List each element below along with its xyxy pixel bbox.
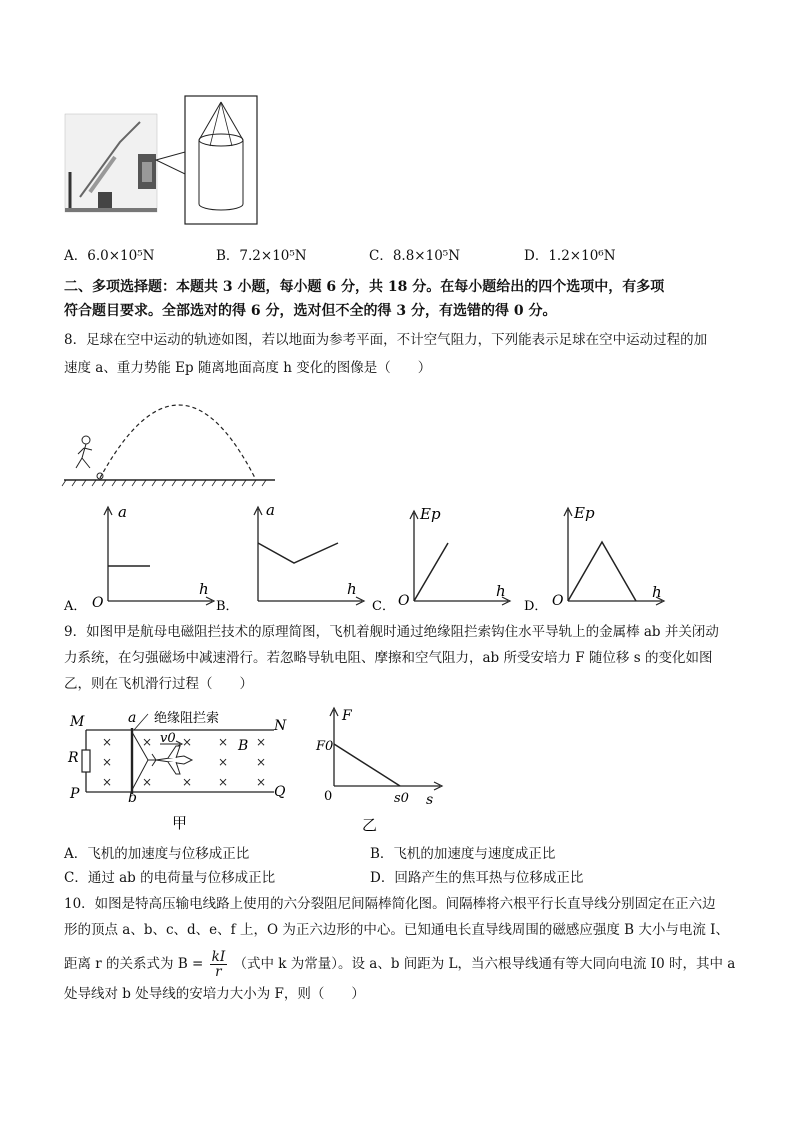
graph-yi-xlabel: s — [426, 792, 434, 808]
rod-label-a: a — [128, 710, 137, 726]
graph-yi-s0: s0 — [394, 791, 409, 806]
q10-fraction — [210, 950, 228, 979]
q9-line1: 9．如图甲是航母电磁阻拦技术的原理简图，飞机着舰时通过绝缘阻拦索钩住水平导轨上的金属棒 ab 并关闭动 — [64, 624, 719, 640]
field-cross: × — [218, 755, 229, 769]
rod-label-b: b — [128, 790, 137, 806]
field-label: B — [238, 738, 249, 754]
velocity-label: v0 — [160, 731, 176, 746]
rail-label-q: Q — [274, 784, 286, 800]
q8-graph-a-origin: O — [92, 595, 104, 611]
graph-yi-ylabel: F — [342, 708, 352, 724]
q8-graph-a-ylabel: a — [118, 503, 127, 521]
field-cross: × — [256, 755, 267, 769]
rail-label-n: N — [274, 718, 287, 734]
q8-graph-b-ylabel: a — [266, 503, 275, 519]
q10-line4: 处导线对 b 处导线的安培力大小为 F，则（ ） — [64, 986, 365, 1002]
q9-option-d: D．回路产生的焦耳热与位移成正比 — [370, 870, 584, 886]
rail-label-m: M — [70, 714, 85, 730]
field-cross: × — [256, 735, 267, 749]
q9-line3: 乙，则在飞机滑行过程（ ） — [64, 676, 253, 692]
q8-graph-a — [62, 503, 222, 615]
q8-graph-d-origin: O — [552, 593, 564, 609]
q8-graph-b-curve — [258, 543, 338, 563]
field-cross: × — [218, 775, 229, 789]
q9-option-a: A．飞机的加速度与位移成正比 — [64, 846, 250, 862]
q9-option-c: C．通过 ab 的电荷量与位移成正比 — [64, 870, 276, 886]
q8-graph-c-origin: O — [398, 593, 410, 609]
q8-graph-a-letter: A． — [64, 599, 87, 614]
field-cross: × — [102, 735, 113, 749]
q8-trajectory-figure — [60, 392, 280, 488]
field-cross: × — [142, 775, 153, 789]
q7-figure — [60, 92, 260, 232]
cable-label: 绝缘阻拦索 — [154, 711, 220, 726]
q8-line2: 速度 a、重力势能 Ep 随离地面高度 h 变化的图像是（ ） — [64, 360, 432, 376]
q8-graph-d — [522, 500, 682, 615]
q10-frac-den: r — [215, 964, 222, 980]
rail-label-p: P — [70, 786, 80, 802]
field-cross: × — [182, 775, 193, 789]
q10-line3 — [64, 950, 735, 979]
q7-option-c: C．8.8×10⁵N — [369, 248, 461, 264]
graph-yi-origin: 0 — [324, 789, 333, 804]
q8-graph-a-xlabel: h — [199, 580, 209, 598]
q10-frac-num: kI — [211, 949, 226, 965]
field-cross: × — [142, 735, 153, 749]
graph-yi-f0: F0 — [316, 739, 334, 754]
q10-line2: 形的顶点 a、b、c、d、e、f 上，O 为正六边形的中心。已知通电长直导线周围的磁感应强度 B 大小与电流 I、 — [64, 922, 729, 938]
q8-graph-d-curve — [568, 542, 636, 601]
q8-graph-c-ylabel: Ep — [420, 505, 441, 523]
q10-formula-post: （式中 k 为常量）。设 a、b 间距为 L，当六根导线通有等大同向电流 I0 时，其中 a — [233, 956, 736, 972]
field-cross: × — [182, 735, 193, 749]
q9-figure-jia — [64, 704, 304, 836]
q8-line1: 8．足球在空中运动的轨迹如图，若以地面为参考平面，不计空气阻力，下列能表示足球在空中运动过程的加 — [64, 332, 708, 348]
q8-graph-d-xlabel: h — [652, 583, 662, 601]
q10-formula-pre: 距离 r 的关系式为 B = — [64, 956, 204, 972]
q7-option-b: B．7.2×10⁵N — [216, 248, 307, 264]
q7-option-a: A．6.0×10⁵N — [64, 248, 155, 264]
section2-line1: 二、多项选择题：本题共 3 小题，每小题 6 分，共 18 分。在每小题给出的四个选项中，有多项 — [64, 279, 665, 295]
resistor-label: R — [68, 750, 79, 766]
q8-graph-b — [214, 503, 374, 615]
q9-option-b: B．飞机的加速度与速度成正比 — [370, 846, 556, 862]
figure-caption-yi: 乙 — [362, 816, 378, 834]
q8-graph-d-ylabel: Ep — [574, 504, 595, 522]
field-cross: × — [102, 755, 113, 769]
field-cross: × — [102, 775, 113, 789]
q10-line1: 10．如图是特高压输电线路上使用的六分裂阻尼间隔棒简化图。间隔棒将六根平行长直导线分别固定在正六边 — [64, 896, 716, 912]
q9-line2: 力系统，在匀强磁场中减速滑行。若忽略导轨电阻、摩擦和空气阻力，ab 所受安培力 F 随位移 s 的变化如图 — [64, 650, 713, 666]
q8-graph-c-letter: C． — [372, 599, 395, 614]
q8-graph-c — [370, 503, 530, 615]
figure-caption-jia: 甲 — [172, 814, 188, 832]
section2-line2: 符合题目要求。全部选对的得 6 分，选对但不全的得 3 分，有选错的得 0 分。 — [64, 303, 557, 319]
q8-graph-d-letter: D． — [524, 599, 548, 614]
graph-yi-line — [334, 744, 400, 786]
field-cross: × — [218, 735, 229, 749]
q8-graph-c-curve — [414, 543, 448, 601]
resistor — [82, 750, 90, 772]
q7-option-d: D．1.2×10⁶N — [524, 248, 616, 264]
field-cross: × — [256, 775, 267, 789]
q8-graph-b-letter: B． — [216, 599, 239, 614]
q9-figure-yi — [312, 704, 452, 836]
q8-graph-b-xlabel: h — [347, 580, 357, 598]
q8-graph-c-xlabel: h — [496, 582, 506, 600]
